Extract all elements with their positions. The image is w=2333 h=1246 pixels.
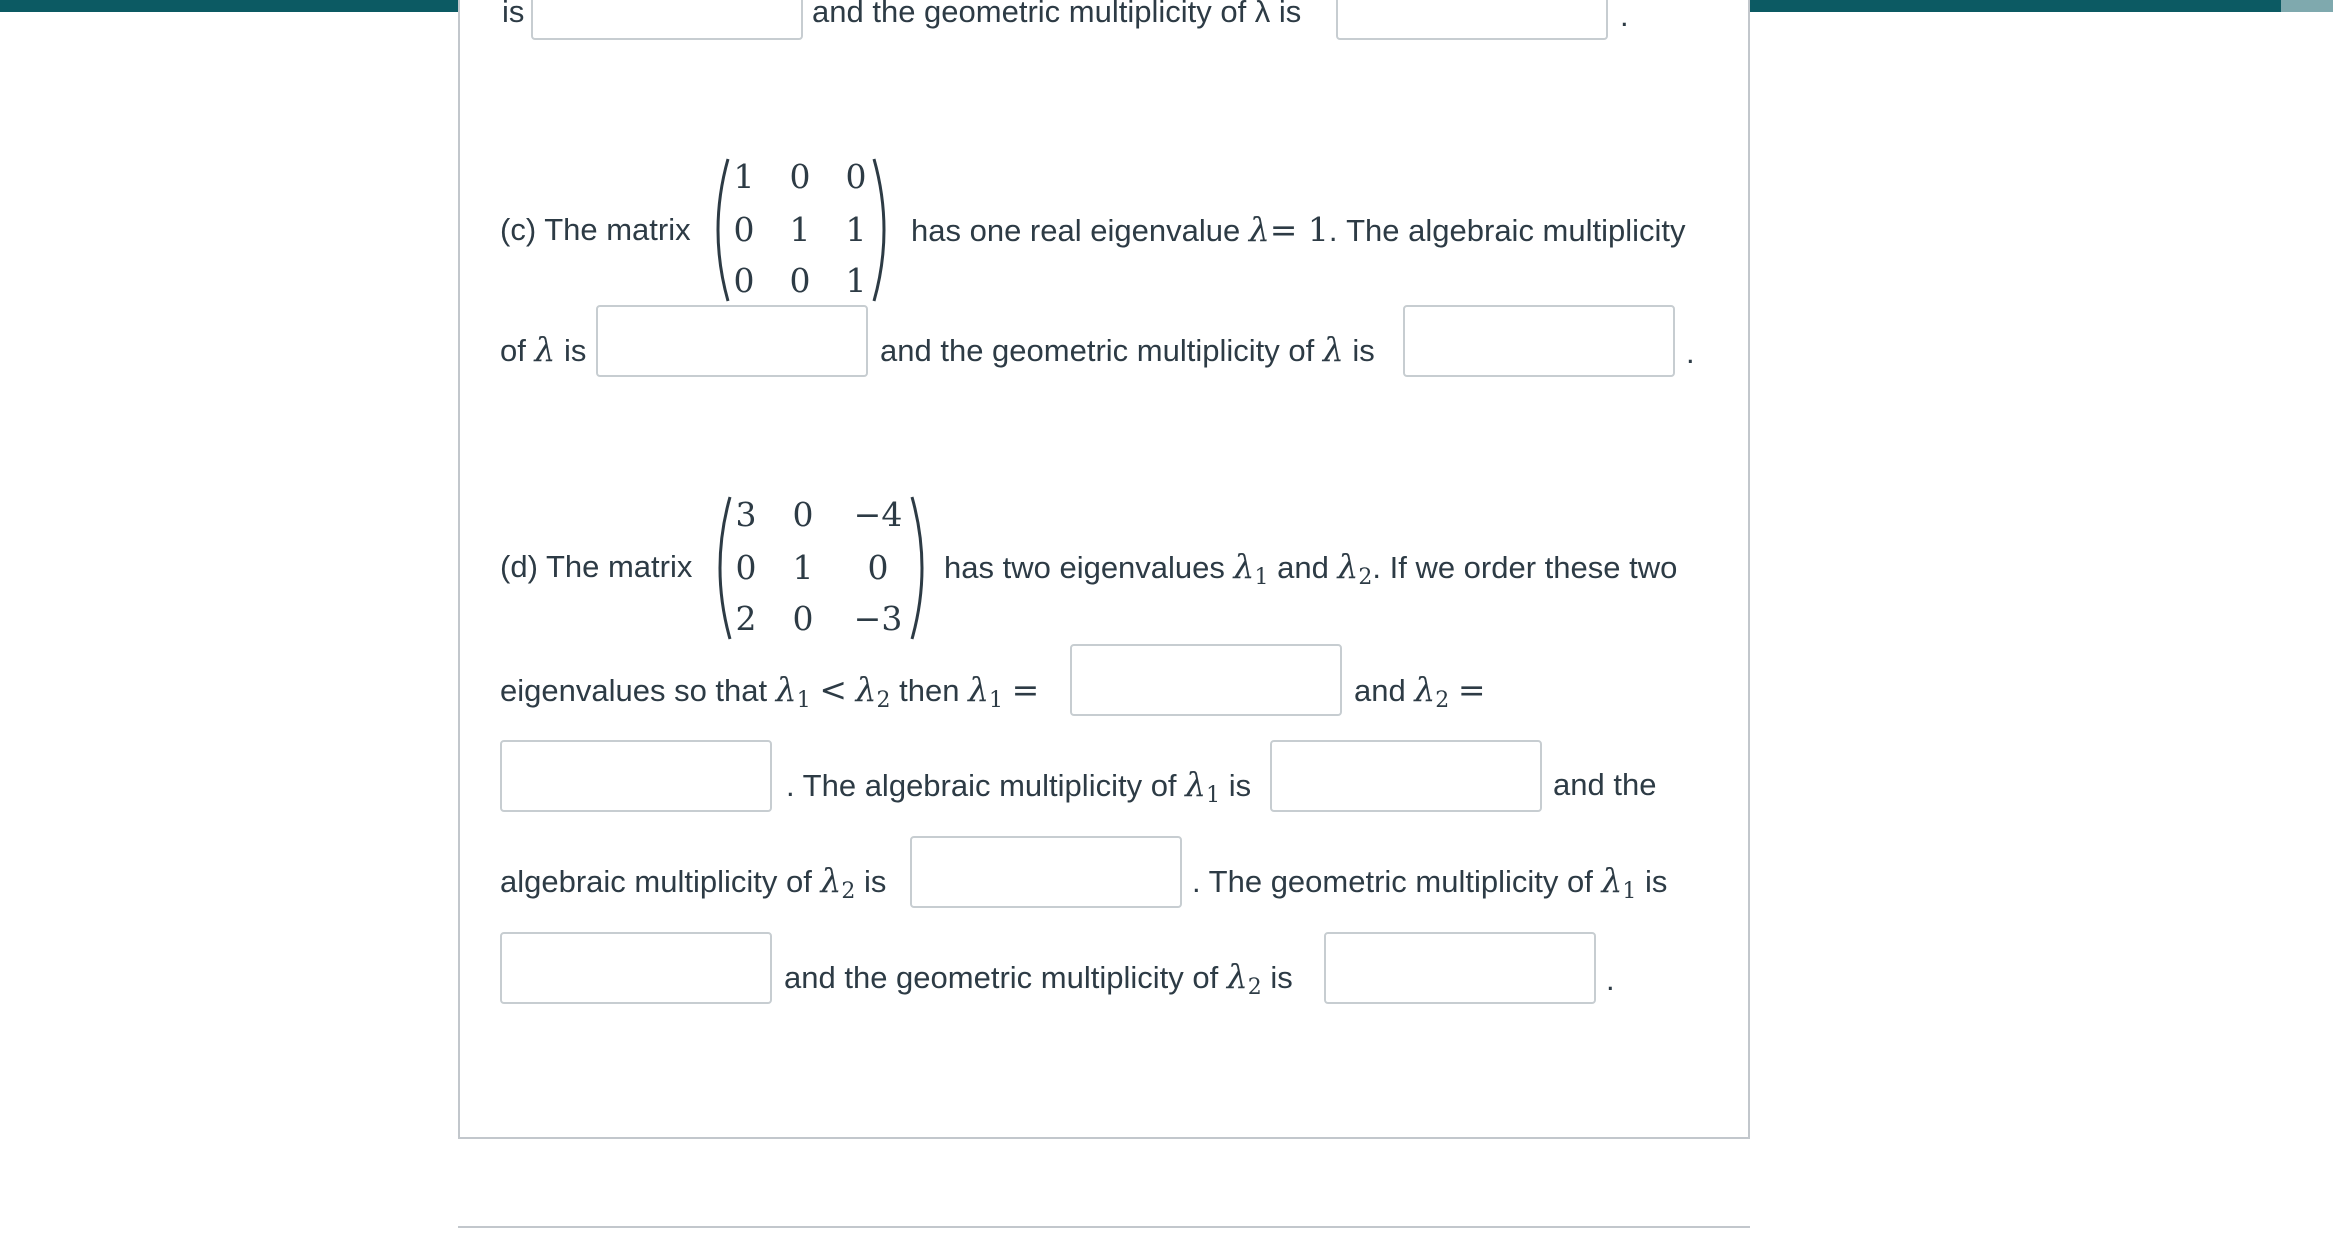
matrix-cell: −3	[853, 599, 903, 638]
matrix-cell: 1	[733, 157, 755, 196]
matrix-cell: 1	[845, 210, 867, 249]
part-c-of-lambda-label: of λ is	[500, 330, 587, 369]
geometric-mult-lambda1-input[interactable]	[500, 932, 772, 1004]
part-c-label: (c) The matrix	[500, 212, 691, 247]
algebraic-mult-lambda2-input[interactable]	[910, 836, 1182, 908]
part-d-label: (d) The matrix	[500, 549, 693, 584]
part-c-matrix	[706, 155, 896, 305]
matrix-cell: 0	[789, 261, 811, 300]
part-c-algebraic-input[interactable]	[596, 305, 868, 377]
matrix-cell: 0	[792, 599, 814, 638]
algebraic-mult-lambda1-input[interactable]	[1270, 740, 1542, 812]
part-d-matrix	[708, 493, 934, 643]
top-bar-end	[2281, 0, 2333, 12]
top-is-label: is	[502, 0, 525, 29]
top-geometric-label: and the geometric multiplicity of λ is	[812, 0, 1302, 29]
matrix-cell: 0	[867, 548, 889, 587]
part-d-order-label: eigenvalues so that $\lambda_1 < \lambda_2$ then $\lambda_1$ =	[500, 670, 1040, 713]
matrix-cell: 3	[735, 495, 757, 534]
matrix-cell: 1	[789, 210, 811, 249]
matrix-cell: 0	[845, 157, 867, 196]
part-c-eigen-text: has one real eigenvalue λ= 1. The algebraic multiplicity	[911, 210, 1686, 249]
part-d-and-lambda2-label: and $\lambda_2$ =	[1354, 670, 1486, 713]
lambda2-input[interactable]	[500, 740, 772, 812]
matrix-cell: 1	[845, 261, 867, 300]
part-d-alg2-label: algebraic multiplicity of $\lambda_2$ is	[500, 861, 887, 904]
matrix-cell: 0	[733, 210, 755, 249]
geometric-mult-lambda2-input[interactable]	[1324, 932, 1596, 1004]
next-question-card	[458, 1226, 1750, 1246]
part-d-alg1-label: . The algebraic multiplicity of $\lambda_1$ is	[786, 765, 1252, 808]
part-d-geo2-label: and the geometric multiplicity of $\lambda_2$ is	[784, 957, 1293, 1000]
part-d-and-the-label: and the	[1553, 767, 1657, 802]
top-algebraic-answer-input[interactable]	[531, 0, 803, 40]
part-d-period: .	[1606, 962, 1615, 997]
part-c-geometric-input[interactable]	[1403, 305, 1675, 377]
part-d-eigen-text: has two eigenvalues $\lambda_1$ and $\lambda_2$. If we order these two	[944, 547, 1678, 590]
part-c-period: .	[1686, 335, 1695, 370]
part-d-geo1-label: . The geometric multiplicity of $\lambda_1$ is	[1192, 861, 1668, 904]
part-c-geometric-label: and the geometric multiplicity of λ is	[880, 330, 1375, 369]
matrix-cell: 1	[792, 548, 814, 587]
top-period: .	[1620, 0, 1629, 33]
matrix-cell: 0	[789, 157, 811, 196]
matrix-cell: 0	[733, 261, 755, 300]
matrix-cell: −4	[853, 495, 903, 534]
top-geometric-answer-input[interactable]	[1336, 0, 1608, 40]
matrix-cell: 0	[792, 495, 814, 534]
matrix-cell: 2	[735, 599, 757, 638]
lambda1-input[interactable]	[1070, 644, 1342, 716]
matrix-cell: 0	[735, 548, 757, 587]
